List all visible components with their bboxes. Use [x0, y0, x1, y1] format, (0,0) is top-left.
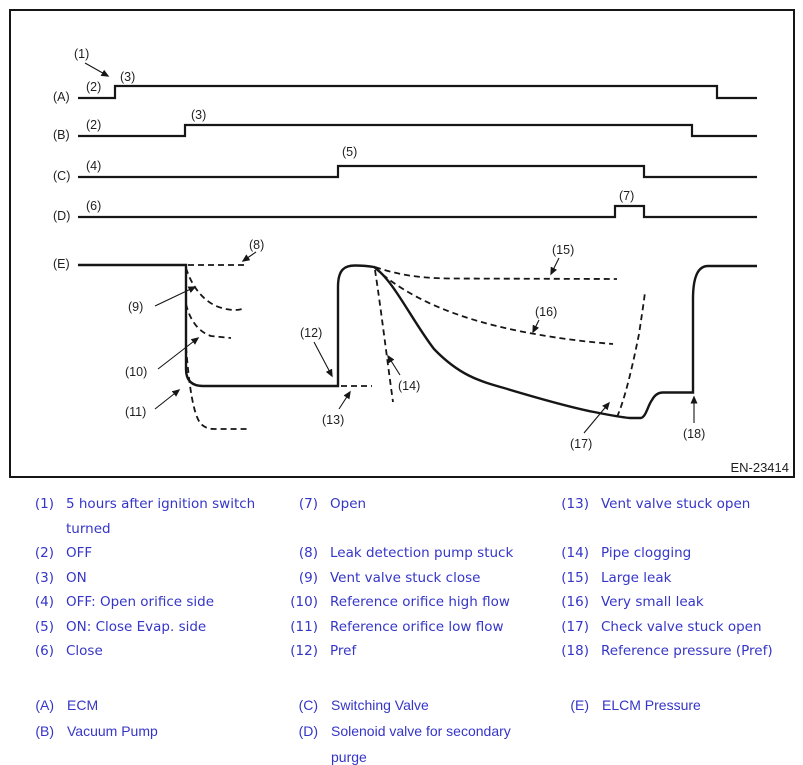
legend-column-1 [28, 492, 288, 664]
legend-item-label: OFF [66, 545, 93, 561]
signal-item-label: Solenoid valve for secondary purge [331, 723, 511, 765]
legend-item-13 [551, 492, 801, 517]
legend-item-8 [280, 541, 540, 566]
legend-item-label: Close [66, 643, 103, 659]
legend-item-1 [28, 492, 288, 541]
signal-e-label: (E) [53, 257, 70, 271]
callout-11: (11) [125, 405, 147, 419]
legend-column-2 [280, 492, 540, 664]
callout-4: (4) [86, 159, 102, 173]
callout-5: (5) [342, 145, 358, 159]
legend-item-label: Open [330, 496, 367, 512]
callout-9: (9) [128, 300, 144, 314]
legend-item-label: Pipe clogging [601, 545, 692, 561]
legend-item-label: Pref [330, 643, 357, 659]
legend-item-label: Leak detection pump stuck [330, 545, 514, 561]
callout-12: (12) [300, 326, 323, 340]
legend-item-5 [28, 615, 288, 640]
callout-14: (14) [398, 379, 421, 393]
callout-8: (8) [249, 238, 265, 252]
legend-item-label: Vent valve stuck close [330, 569, 481, 586]
legend-item-label: Check valve stuck open [601, 618, 762, 635]
callout-1: (1) [74, 47, 90, 61]
signal-item-label: Vacuum Pump [67, 723, 158, 739]
callout-6: (6) [86, 199, 102, 213]
legend-item-10 [280, 590, 540, 615]
legend-item-number: (8) [298, 545, 318, 561]
signal-item-number: (B) [35, 723, 54, 739]
legend-item-number: (16) [561, 594, 589, 610]
signal-item-number: (D) [298, 723, 318, 739]
signal-b-label: (B) [53, 128, 70, 142]
signal-legend-column-2 [280, 692, 540, 765]
legend-item-number: (7) [298, 496, 318, 512]
legend-item-number: (6) [34, 643, 54, 659]
legend-item-number: (18) [561, 643, 589, 659]
signal-item-c [280, 692, 540, 718]
legend-item-number: (3) [34, 569, 54, 586]
callout-17: (17) [570, 437, 593, 451]
callout-2a: (2) [86, 80, 102, 94]
legend-item-number: (11) [290, 618, 318, 635]
legend-item-label: Very small leak [601, 594, 704, 610]
legend-item-number: (10) [290, 594, 318, 610]
legend-item-4 [28, 590, 288, 615]
callout-16: (16) [535, 305, 558, 319]
figure-code: EN-23414 [730, 460, 789, 475]
legend-item-9 [280, 566, 540, 591]
legend-item-number: (12) [290, 643, 318, 659]
callout-18: (18) [683, 427, 706, 441]
signal-item-a [28, 692, 268, 718]
legend-item-2 [28, 541, 288, 566]
signal-legend-column-3 [551, 692, 791, 718]
legend-item-label: Large leak [601, 569, 672, 586]
callout-2b: (2) [86, 118, 102, 132]
legend-item-label: Reference orifice high flow [330, 594, 510, 610]
legend-item-6 [28, 639, 288, 664]
signal-item-number: (E) [570, 697, 589, 713]
legend-item-14 [551, 541, 801, 566]
legend-item-label: ON: Close Evap. side [66, 618, 207, 635]
legend-item-label: Reference pressure (Pref) [601, 643, 773, 659]
legend-item-label: ON [66, 569, 87, 586]
callout-7: (7) [619, 189, 635, 203]
signal-item-label: ELCM Pressure [602, 697, 701, 713]
signal-legend-column-1 [28, 692, 268, 744]
legend-item-number: (14) [561, 545, 589, 561]
callout-13: (13) [322, 413, 345, 427]
legend-item-number: (1) [34, 496, 54, 512]
legend-item-12 [280, 639, 540, 664]
signal-item-number: (A) [35, 697, 54, 713]
signal-a-label: (A) [53, 90, 70, 104]
legend-item-number: (15) [561, 569, 589, 586]
signal-item-d [280, 718, 540, 765]
signal-c-label: (C) [53, 169, 71, 183]
timing-diagram [9, 9, 795, 478]
legend-item-label: 5 hours after ignition switch turned [66, 496, 256, 537]
legend-item-label: OFF: Open orifice side [66, 594, 215, 610]
legend-item-3 [28, 566, 288, 591]
legend-item-number: (5) [34, 618, 54, 635]
legend-item-16 [551, 590, 801, 615]
signal-item-e [551, 692, 791, 718]
callout-10: (10) [125, 365, 148, 379]
callout-3a: (3) [120, 70, 136, 84]
legend-item-11 [280, 615, 540, 640]
legend-item-18 [551, 639, 801, 664]
legend-column-3 [551, 492, 801, 664]
signal-d-label: (D) [53, 209, 71, 223]
legend-item-number: (13) [561, 496, 589, 512]
legend-item-number: (2) [34, 545, 54, 561]
legend-item-17 [551, 615, 801, 640]
signal-item-number: (C) [298, 697, 318, 713]
legend-item-15 [551, 566, 801, 591]
callout-15: (15) [552, 243, 575, 257]
legend-item-label: Vent valve stuck open [601, 496, 751, 512]
signal-item-label: Switching Valve [331, 697, 429, 713]
legend-item-number: (9) [298, 569, 318, 586]
signal-item-b [28, 718, 268, 744]
signal-item-label: ECM [67, 697, 99, 713]
legend-item-label: Reference orifice low flow [330, 618, 504, 635]
callout-3b: (3) [191, 108, 207, 122]
legend-item-number: (4) [34, 594, 54, 610]
legend-item-number: (17) [561, 618, 589, 635]
legend-item-7 [280, 492, 540, 517]
